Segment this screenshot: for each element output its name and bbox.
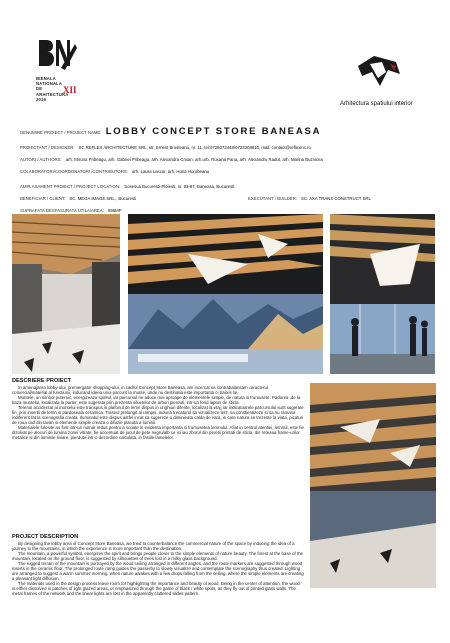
area-row bbox=[20, 208, 122, 213]
description-en-body bbox=[12, 541, 304, 597]
area-label: SUPRAFATA DESFASURATA UTILA/AREA: bbox=[20, 208, 104, 213]
location-label: AMPLASAMENT PROIECT / PROJECT LOCATION: bbox=[20, 184, 121, 189]
bienala-line: BIENALA bbox=[36, 76, 57, 81]
edition-number: XII bbox=[63, 85, 77, 95]
authors-label: AUTORI / AUTHORS: bbox=[20, 157, 62, 162]
description-en-heading: PROJECT DESCRIPTION bbox=[12, 534, 79, 540]
builder-value: SC. AXA TRANS CONSTRUCT SRL bbox=[301, 196, 371, 201]
description-en-paragraph: The materials used in the design process leave room for highlighting the importance and beauty of wood. Being in the center of attention, the wood is either dissolved in patches of light glazed areas, or emphasized through the game of black / white spots, as they fly out of printed glass walls. The metal frames of the network and the linear lights are lost in the apparently cluttered slides pattern. bbox=[12, 581, 300, 597]
description-ro-heading: DESCRIERE PROIECT bbox=[12, 378, 72, 384]
client-row bbox=[20, 196, 136, 201]
authors-value: arh. Miruna Pribeagu, arh. Gabriel Pribeagu, arh. Alexandra Crisan, arh.urb. Roxana Pana, arh. Alexandru Radut, arh. Marina Buznicea bbox=[65, 157, 323, 162]
bienala-line: NATIONALA bbox=[36, 81, 63, 87]
description-en-paragraph: By designing the lobby area of Concept Store Baneasa, we tried to counterbalance the commercial nature of the space by inducing the idea of a journey to the mountains, in which the experience is more important than the destination. bbox=[12, 541, 295, 552]
builder-row bbox=[248, 196, 371, 201]
designer-label: PROIECTANT / DESIGNER: bbox=[20, 145, 75, 150]
interior-architecture-logo bbox=[352, 52, 402, 90]
description-en-paragraph: The mountain, a powerful symbol, energizes the spirit and brings people closer to the simple elements of nature beauty. The forest at the base of the mountain, located on the ground floor, is suggested by silhouettes of trees lost in a milky glass background. bbox=[12, 551, 303, 562]
logo-caption: Arhitectura spatiului interior bbox=[340, 101, 413, 107]
photo-lobby-corridor bbox=[12, 214, 120, 374]
location-row bbox=[20, 184, 234, 189]
description-en-paragraph: The rugged terrain of the mountain is portrayed by the wood ceiling arranged in different angles, and the route markers are suggested through wood inserts in the ceramic floor. The prolonged route ramp guides the passerby to slowly visualize and contemplate the scenography thus created. Lighting are arranged to suggest a warm summer morning, when nature awakes with a few drops falling from the ceiling, where the simple elements are creating a pleasant light diffusion. bbox=[12, 561, 304, 582]
builder-label: EXECUTANT / BUILDER: bbox=[248, 196, 298, 201]
project-name-label: DENUMIRE PROIECT / PROJECT NAME: bbox=[20, 130, 102, 135]
contributors-row bbox=[20, 169, 209, 174]
description-ro-paragraph: In amenajarea lobby-ului, premergator shopping-ului, in cadrul Concept Store Baneasa, am incercat sa contrabalansam caracterul comercial/material al functiunii, inducand ideea unui parcurs la munte, unde nu destinatia este importanta ci traires lui. bbox=[12, 385, 268, 396]
project-title: LOBBY CONCEPT STORE BANEASA bbox=[105, 126, 322, 137]
designer-row bbox=[20, 145, 311, 150]
contributors-value: arh. Laura Lascar, arh. Horia Horobeanu bbox=[132, 169, 210, 174]
description-ro-body bbox=[12, 385, 304, 441]
bienala-line: 2016 bbox=[36, 96, 47, 102]
client-value: SC. MEGA IMAGE SRL., Bucuresti bbox=[69, 196, 137, 201]
area-value: 696MP bbox=[107, 208, 122, 213]
project-name-row bbox=[20, 126, 321, 137]
location-value: Sosesua Bucuresti-Ploiesti, nr. 83-87, Baneasa, Bucuresti bbox=[124, 184, 235, 189]
designer-value: SC REFLEX ARCHITECTURE SRL, str. Ernest Brosteanu, nr. 11, tel:0728072448/0723308810, mail: contact@reflexinc.ro bbox=[78, 145, 311, 150]
description-ro-paragraph: Muntele, un simbol puternic, energizeaza spiritul, iar parcursul ne aduce mai aproape de elementele simple, de natura si frumusete. Padurea ,de la baza muntelui, localizata la parter, este sugerata prin prezenta siluetelor de arbori pierduti, intr-un fond laptos de sticla. bbox=[12, 395, 301, 406]
description-ro-paragraph: Terenul accidentat al muntelui este transpus in plafonul de lemn dispus in unghiuri diferite, localizat la etaj, iar indicatoarele parcursului sunt sugerate fin, prin insertii de lemn in pardoseala ceramica. Traseul prelungit al rampei, induna trecatorul sa vizualizeze lent, sa constientizeze si sa nu ramana indiferent fat la scenografia creata. Iluminatul este dispus astfel incat sa sugereze o diminieata calda de vara, in care natura se trezeste la viata, picaturi de roua cad din tavan si elemente simple creaza o difuzie placuta a luminii. bbox=[12, 405, 304, 426]
bna-logo bbox=[37, 38, 77, 72]
description-ro-paragraph: Materialele folosite au fost intr-un numar redus pentru a scoate in evidenta importanta si frumusetea lemnului. Afiat in centrul atentiei, lemnul, este fie dizolvat pe alocuri de lumina zonei vitrate, fie accentuat de jocul de pete negru/alb ce isi iau zborul din peretii printati de sticla, din reteaua frame-urilor metalice si din luminile liniare, pierdute intr-o dezordine calculata, in fasiile lamelelor. bbox=[12, 425, 304, 441]
photo-ceiling-mountain-wall bbox=[128, 214, 323, 374]
contributors-label: COLABORATORI/COORDONATORI /CONTRIBUTORS: bbox=[20, 169, 128, 174]
bienala-line: ARHITECTURA bbox=[36, 91, 69, 97]
client-label: BENEFICIAR / CLIENT: bbox=[20, 196, 66, 201]
photo-skylight-visitors bbox=[330, 214, 435, 374]
authors-row bbox=[20, 157, 323, 162]
photo-ceiling-corridor bbox=[310, 383, 436, 588]
bienala-line: DE bbox=[36, 86, 43, 92]
